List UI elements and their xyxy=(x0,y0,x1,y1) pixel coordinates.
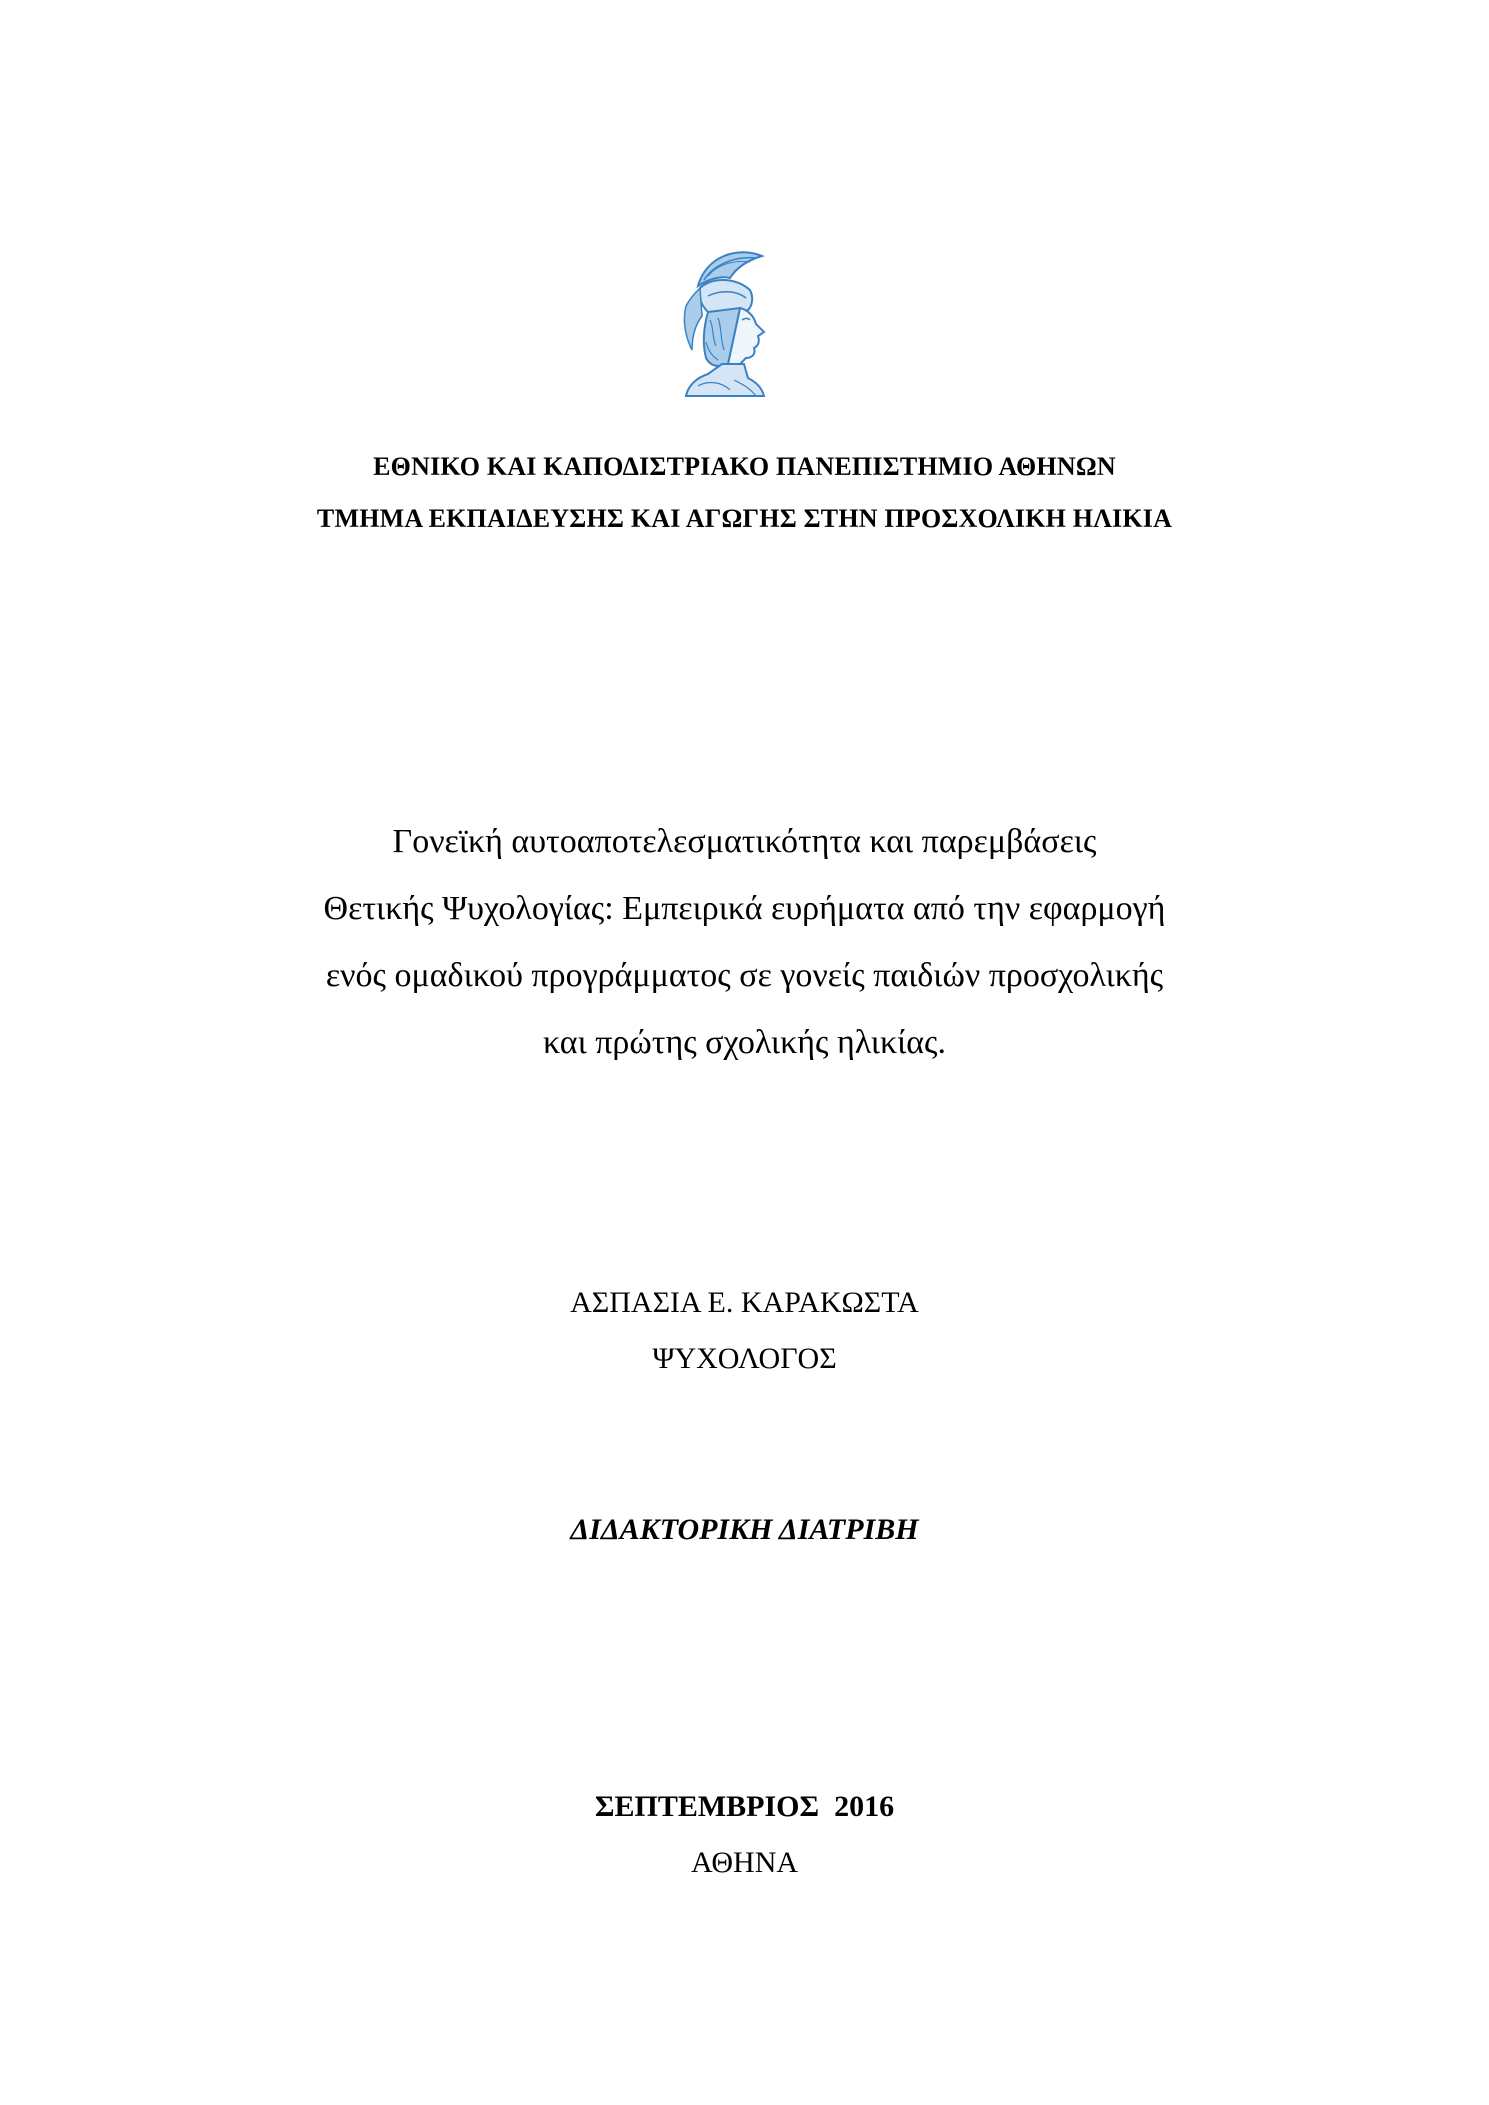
thesis-title-line: Γονεϊκή αυτοαποτελεσματικότητα και παρεμβάσεις xyxy=(392,823,1097,860)
city: ΑΘΗΝΑ xyxy=(690,1846,799,1879)
thesis-title xyxy=(0,808,1489,1076)
document-type: ΔΙΔΑΚΤΟΡΙΚΗ ΔΙΑΤΡΙΒΗ xyxy=(570,1513,919,1546)
thesis-title-line: και πρώτης σχολικής ηλικίας. xyxy=(542,1024,947,1061)
institution-name: ΕΘΝΙΚΟ ΚΑΙ ΚΑΠΟΔΙΣΤΡΙΑΚΟ ΠΑΝΕΠΙΣΤΗΜΙΟ ΑΘΗΝΩΝ xyxy=(373,452,1116,481)
thesis-title-line: Θετικής Ψυχολογίας: Εμπειρικά ευρήματα από την εφαρμογή xyxy=(323,890,1166,927)
author-name: ΑΣΠΑΣΙΑ Ε. ΚΑΡΑΚΩΣΤΑ xyxy=(570,1286,919,1319)
submission-date: ΣΕΠΤΕΜΒΡΙΟΣ 2016 xyxy=(594,1790,895,1823)
athena-head-emblem-icon xyxy=(678,246,782,398)
author-profession: ΨΥΧΟΛΟΓΟΣ xyxy=(652,1342,837,1375)
department-name: ΤΜΗΜΑ ΕΚΠΑΙΔΕΥΣΗΣ ΚΑΙ ΑΓΩΓΗΣ ΣΤΗΝ ΠΡΟΣΧΟΛΙΚΗ ΗΛΙΚΙΑ xyxy=(316,504,1173,533)
thesis-title-line: ενός ομαδικού προγράμματος σε γονείς παιδιών προσχολικής xyxy=(325,957,1164,994)
